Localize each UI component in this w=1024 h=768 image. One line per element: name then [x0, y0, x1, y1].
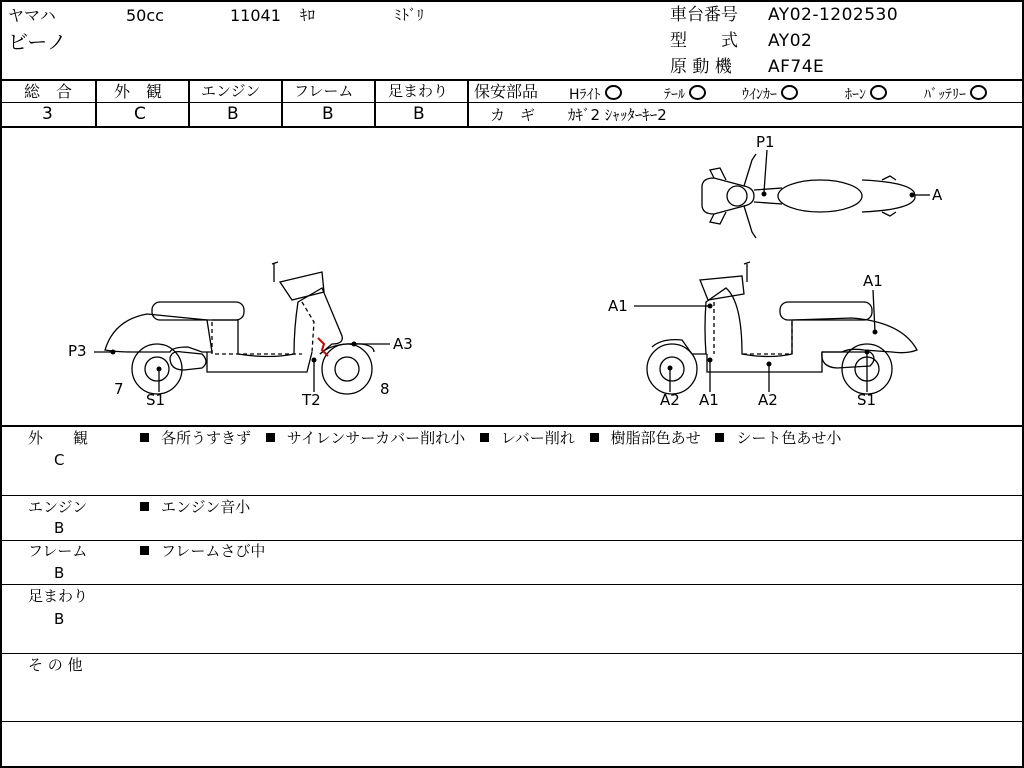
safety-title: 保安部品: [474, 82, 539, 101]
model-name: ビーノ: [8, 30, 67, 54]
remark-label-suspension: 足まわり: [28, 587, 89, 605]
remark-notes-frame: フレームさび中: [140, 544, 265, 559]
key-label: カ ギ: [490, 106, 536, 124]
bullet-square-icon: [266, 433, 275, 442]
safety-item-battery: ﾊﾞｯﾃﾘｰ: [924, 85, 987, 102]
frame-no: AY02-1202530: [768, 5, 899, 25]
remark-label-engine: エンジン: [28, 498, 88, 516]
grade-value-suspension: B: [413, 104, 425, 124]
remark-notes-exterior: 各所うすきず サイレンサーカバー削れ小 レバー削れ 樹脂部色あせ シート色あせ小: [140, 431, 841, 446]
bullet-square-icon: [140, 502, 149, 511]
label-right-s1: S1: [857, 391, 877, 409]
engine-value: AF74E: [768, 57, 825, 77]
safety-item-horn: ﾎｰﾝ: [845, 85, 887, 102]
label-left-s1: S1: [146, 391, 166, 409]
bullet-square-icon: [140, 433, 149, 442]
remark-label-exterior: 外 観: [28, 429, 89, 447]
engine-label: 原 動 機: [670, 57, 732, 77]
grade-value-total: 3: [42, 104, 53, 124]
remark-notes-engine: エンジン音小: [140, 500, 250, 515]
label-right-a2-front: A2: [660, 391, 680, 409]
key-value: ｶｷﾞ2 ｼｬｯﾀｰｷｰ2: [568, 106, 667, 124]
grade-value-engine: B: [227, 104, 239, 124]
remark-grade-engine: B: [54, 519, 65, 537]
safety-item-winker: ｳｲﾝｶｰ: [742, 85, 798, 102]
maker: ヤマハ: [8, 6, 56, 25]
safety-item-headlight: Hﾗｲﾄ: [569, 85, 622, 102]
label-left-8: 8: [380, 380, 390, 398]
label-top-a: A: [932, 186, 943, 204]
remark-label-other: そ の 他: [28, 656, 83, 674]
grade-label-total: 総 合: [24, 82, 73, 101]
remark-grade-suspension: B: [54, 610, 65, 628]
mileage: 11041: [230, 6, 281, 25]
grade-label-suspension: 足まわり: [388, 82, 449, 100]
damage-diagram: [2, 2, 1024, 432]
type-value: AY02: [768, 31, 813, 51]
label-right-a1-left: A1: [608, 297, 628, 315]
bullet-square-icon: [715, 433, 724, 442]
bullet-square-icon: [590, 433, 599, 442]
grade-label-engine: エンジン: [201, 82, 261, 100]
label-right-a1-bottom: A1: [699, 391, 719, 409]
mileage-unit: ｷﾛ: [300, 6, 316, 24]
frame-no-label: 車台番号: [670, 5, 738, 25]
label-right-a2-mid: A2: [758, 391, 778, 409]
remark-label-frame: フレーム: [28, 542, 88, 560]
label-left-7: 7: [114, 380, 124, 398]
label-left-a3: A3: [393, 335, 413, 353]
color: ﾐﾄﾞﾘ: [394, 6, 425, 24]
grade-value-exterior: C: [134, 104, 146, 124]
label-top-p1: P1: [756, 133, 775, 151]
grade-label-exterior: 外 観: [114, 82, 163, 101]
scooter-left-view-icon: [105, 262, 374, 394]
label-left-p3: P3: [68, 342, 87, 360]
scooter-top-view-icon: [702, 154, 915, 238]
safety-item-tail: ﾃｰﾙ: [664, 85, 706, 102]
remark-grade-exterior: C: [54, 451, 65, 469]
displacement: 50cc: [126, 6, 164, 25]
bullet-square-icon: [140, 546, 149, 555]
damage-mark: [318, 338, 328, 356]
bullet-square-icon: [480, 433, 489, 442]
remark-grade-frame: B: [54, 564, 65, 582]
grade-value-frame: B: [322, 104, 334, 124]
type-label: 型 式: [670, 31, 738, 51]
label-left-t2: T2: [302, 391, 321, 409]
grade-label-frame: フレーム: [294, 82, 354, 100]
label-right-a1-top: A1: [863, 272, 883, 290]
